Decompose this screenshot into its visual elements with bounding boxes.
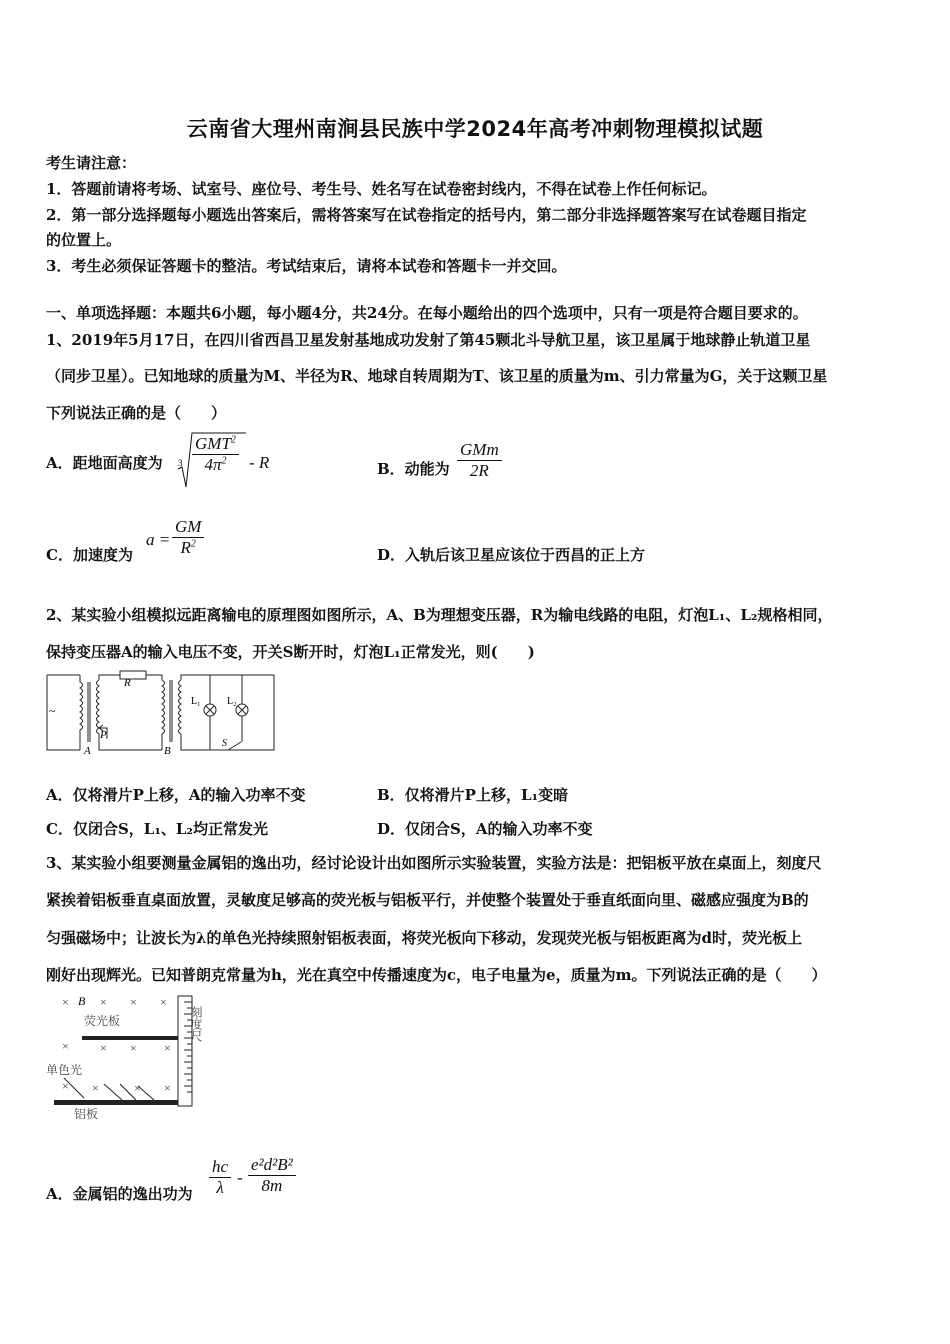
q2-option-c: C．仅闭合S，L₁、L₂均正常发光 [46, 820, 269, 838]
cross-mark: × [62, 1079, 69, 1093]
section-heading: 一、单项选择题：本题共6小题，每小题4分，共24分。在每小题给出的四个选项中，只有一项是符合题目要求的。 [46, 304, 808, 322]
label-screen: 荧光板 [84, 1014, 121, 1028]
formula-tail: - R [249, 453, 270, 472]
label-plate: 铝板 [74, 1107, 99, 1120]
label-ruler: 刻度尺 [189, 1006, 203, 1042]
fraction-numerator: GMm [457, 440, 502, 461]
page-title: 云南省大理州南涧县民族中学2024年高考冲刺物理模拟试题 [186, 117, 764, 141]
q1-option-d: D．入轨后该卫星应该位于西昌的正上方 [377, 546, 646, 564]
notice-item: 的位置上。 [46, 231, 122, 249]
fraction-denominator: 8m [261, 1176, 283, 1195]
formula-variable: a = [146, 530, 171, 549]
fraction-denominator: 4π [204, 455, 222, 474]
cross-mark: × [164, 1081, 171, 1095]
fraction-numerator: hc [209, 1157, 231, 1178]
cross-mark: × [160, 995, 167, 1009]
label-L1: L₁ [191, 696, 201, 707]
cross-mark: × [134, 1081, 141, 1095]
question-text: 2、某实验小组模拟远距离输电的原理图如图所示，A、B为理想变压器，R为输电线路的电阻，灯泡L₁、L₂规格相同， [46, 606, 833, 624]
question-text: 刚好出现辉光。已知普朗克常量为h，光在真空中传播速度为c，电子电量为e，质量为m。下列说法正确的是（ ） [46, 966, 827, 984]
label-R: R [124, 677, 131, 689]
minus-sign: - [237, 1168, 243, 1187]
label-B-field: B [78, 994, 86, 1008]
q2-option-b: B．仅将滑片P上移，L₁变暗 [377, 786, 569, 804]
cross-mark: × [92, 1081, 99, 1095]
notice-item: 1．答题前请将考场、试室号、座位号、考生号、姓名写在试卷密封线内，不得在试卷上作任何标记。 [46, 180, 717, 198]
cross-mark: × [130, 1041, 137, 1055]
question-text: 1、2019年5月17日，在四川省西昌卫星发射基地成功发射了第45颗北斗导航卫星，该卫星属于地球静止轨道卫星 [46, 331, 811, 349]
notice-item: 2．第一部分选择题每小题选出答案后，需将答案写在试卷指定的括号内，第二部分非选择题答案写在试卷题目指定 [46, 206, 807, 224]
q2-option-d: D．仅闭合S，A的输入功率不变 [377, 820, 593, 838]
photoelectric-apparatus-diagram [44, 992, 214, 1124]
q1-option-a-fraction: $\frac{GMT^2}{4\pi^2}$ [192, 434, 239, 475]
notice-item: 3．考生必须保证答题卡的整洁。考试结束后，请将本试卷和答题卡一并交回。 [46, 257, 567, 275]
cross-mark: × [100, 995, 107, 1009]
cross-mark: × [164, 1041, 171, 1055]
label-P: P [100, 729, 107, 741]
ac-source-icon: ~ [49, 704, 56, 718]
label-light: 单色光 [46, 1063, 83, 1077]
notice-heading: 考生请注意： [46, 154, 137, 172]
option-label: A．距地面高度为 [46, 454, 163, 472]
question-text: 匀强磁场中；让波长为λ的单色光持续照射铝板表面，将荧光板向下移动，发现荧光板与铝板距离为d时，荧光板上 [46, 929, 803, 947]
fraction-numerator: GM [172, 517, 204, 538]
cross-mark: × [100, 1041, 107, 1055]
fraction-denominator: λ [216, 1178, 224, 1197]
question-text: 紧挨着铝板垂直桌面放置，灵敏度足够高的荧光板与铝板平行，并使整个装置处于垂直纸面向里、磁感应强度为B的 [46, 891, 809, 909]
q1-option-c: C．加速度为 [46, 546, 133, 564]
question-text: 下列说法正确的是（ ） [46, 404, 227, 422]
q1-option-a [46, 452, 163, 473]
circuit-svg [44, 670, 280, 756]
label-L2: L₂ [227, 696, 237, 707]
q3-option-a-fraction-2 [248, 1155, 296, 1196]
aluminum-plate [54, 1100, 182, 1105]
q3-option-a-fraction-1 [209, 1157, 231, 1198]
question-text: 3、某实验小组要测量金属铝的逸出功，经讨论设计出如图所示实验装置，实验方法是：把铝板平放在桌面上，刻度尺 [46, 854, 822, 872]
label-B: B [164, 745, 171, 756]
cross-mark: × [62, 1039, 69, 1053]
fraction-denominator: 2R [469, 461, 489, 480]
cross-mark: × [62, 995, 69, 1009]
cross-mark: × [130, 995, 137, 1009]
root-index: 3 [178, 458, 183, 468]
fraction-denominator: R [180, 538, 191, 557]
fraction-numerator: e²d²B² [248, 1155, 296, 1176]
label-A: A [84, 745, 91, 756]
fraction-numerator: GMT [195, 434, 231, 453]
q3-option-a: A．金属铝的逸出功为 [46, 1185, 193, 1203]
transmission-circuit-diagram [44, 670, 280, 760]
label-S: S [222, 738, 227, 749]
q1-option-c-fraction: $\frac{GM}{R^2}$ [172, 517, 204, 558]
question-text: 保持变压器A的输入电压不变，开关S断开时，灯泡L₁正常发光，则( ) [46, 643, 535, 661]
question-text: （同步卫星）。已知地球的质量为M、半径为R、地球自转周期为T、该卫星的质量为m、引力常量为G，关于这颗卫星 [46, 367, 828, 385]
apparatus-svg [44, 992, 214, 1120]
q1-option-b: B．动能为 [377, 460, 450, 478]
q2-option-a: A．仅将滑片P上移，A的输入功率不变 [46, 786, 306, 804]
fluorescent-screen [82, 1036, 178, 1040]
q1-option-b-fraction [457, 440, 502, 481]
